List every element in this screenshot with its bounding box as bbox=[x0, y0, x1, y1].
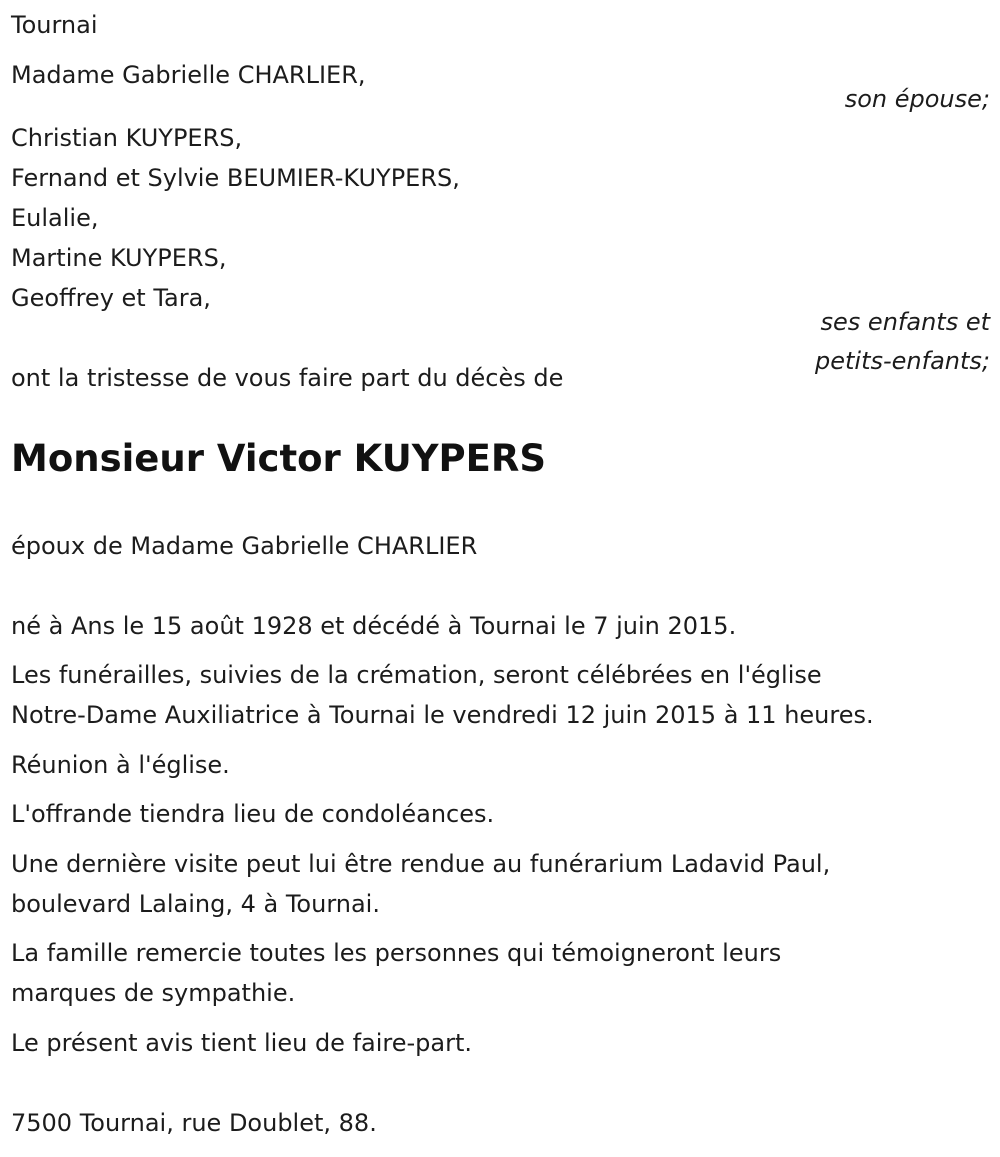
spouse-of: époux de Madame Gabrielle CHARLIER bbox=[11, 532, 478, 560]
spouse-name: Madame Gabrielle CHARLIER, bbox=[11, 61, 366, 89]
meeting: Réunion à l'église. bbox=[11, 751, 230, 779]
funeral-line1: Les funérailles, suivies de la crémation, seront célébrées en l'église bbox=[11, 661, 822, 689]
deceased-name: Monsieur Victor KUYPERS bbox=[11, 437, 547, 480]
thanks-line2: marques de sympathie. bbox=[11, 979, 296, 1007]
children-role-line2: petits-enfants; bbox=[815, 347, 990, 375]
announcement: ont la tristesse de vous faire part du décès de bbox=[11, 364, 564, 392]
child-line: Geoffrey et Tara, bbox=[11, 284, 211, 312]
offering: L'offrande tiendra lieu de condoléances. bbox=[11, 800, 495, 828]
child-line: Christian KUYPERS, bbox=[11, 124, 243, 152]
visit-line1: Une dernière visite peut lui être rendue au funérarium Ladavid Paul, bbox=[11, 850, 831, 878]
funeral-line2: Notre-Dame Auxiliatrice à Tournai le vendredi 12 juin 2015 à 11 heures. bbox=[11, 701, 874, 729]
notice-text: Le présent avis tient lieu de faire-part. bbox=[11, 1029, 473, 1057]
child-line: Eulalie, bbox=[11, 204, 99, 232]
thanks-line1: La famille remercie toutes les personnes qui témoigneront leurs bbox=[11, 939, 782, 967]
children-role-line1: ses enfants et bbox=[820, 308, 990, 336]
city-heading: Tournai bbox=[11, 11, 98, 39]
child-line: Martine KUYPERS, bbox=[11, 244, 227, 272]
address: 7500 Tournai, rue Doublet, 88. bbox=[11, 1109, 377, 1137]
child-line: Fernand et Sylvie BEUMIER-KUYPERS, bbox=[11, 164, 460, 192]
birth-death: né à Ans le 15 août 1928 et décédé à Tournai le 7 juin 2015. bbox=[11, 612, 737, 640]
spouse-role: son épouse; bbox=[844, 85, 990, 113]
visit-line2: boulevard Lalaing, 4 à Tournai. bbox=[11, 890, 380, 918]
